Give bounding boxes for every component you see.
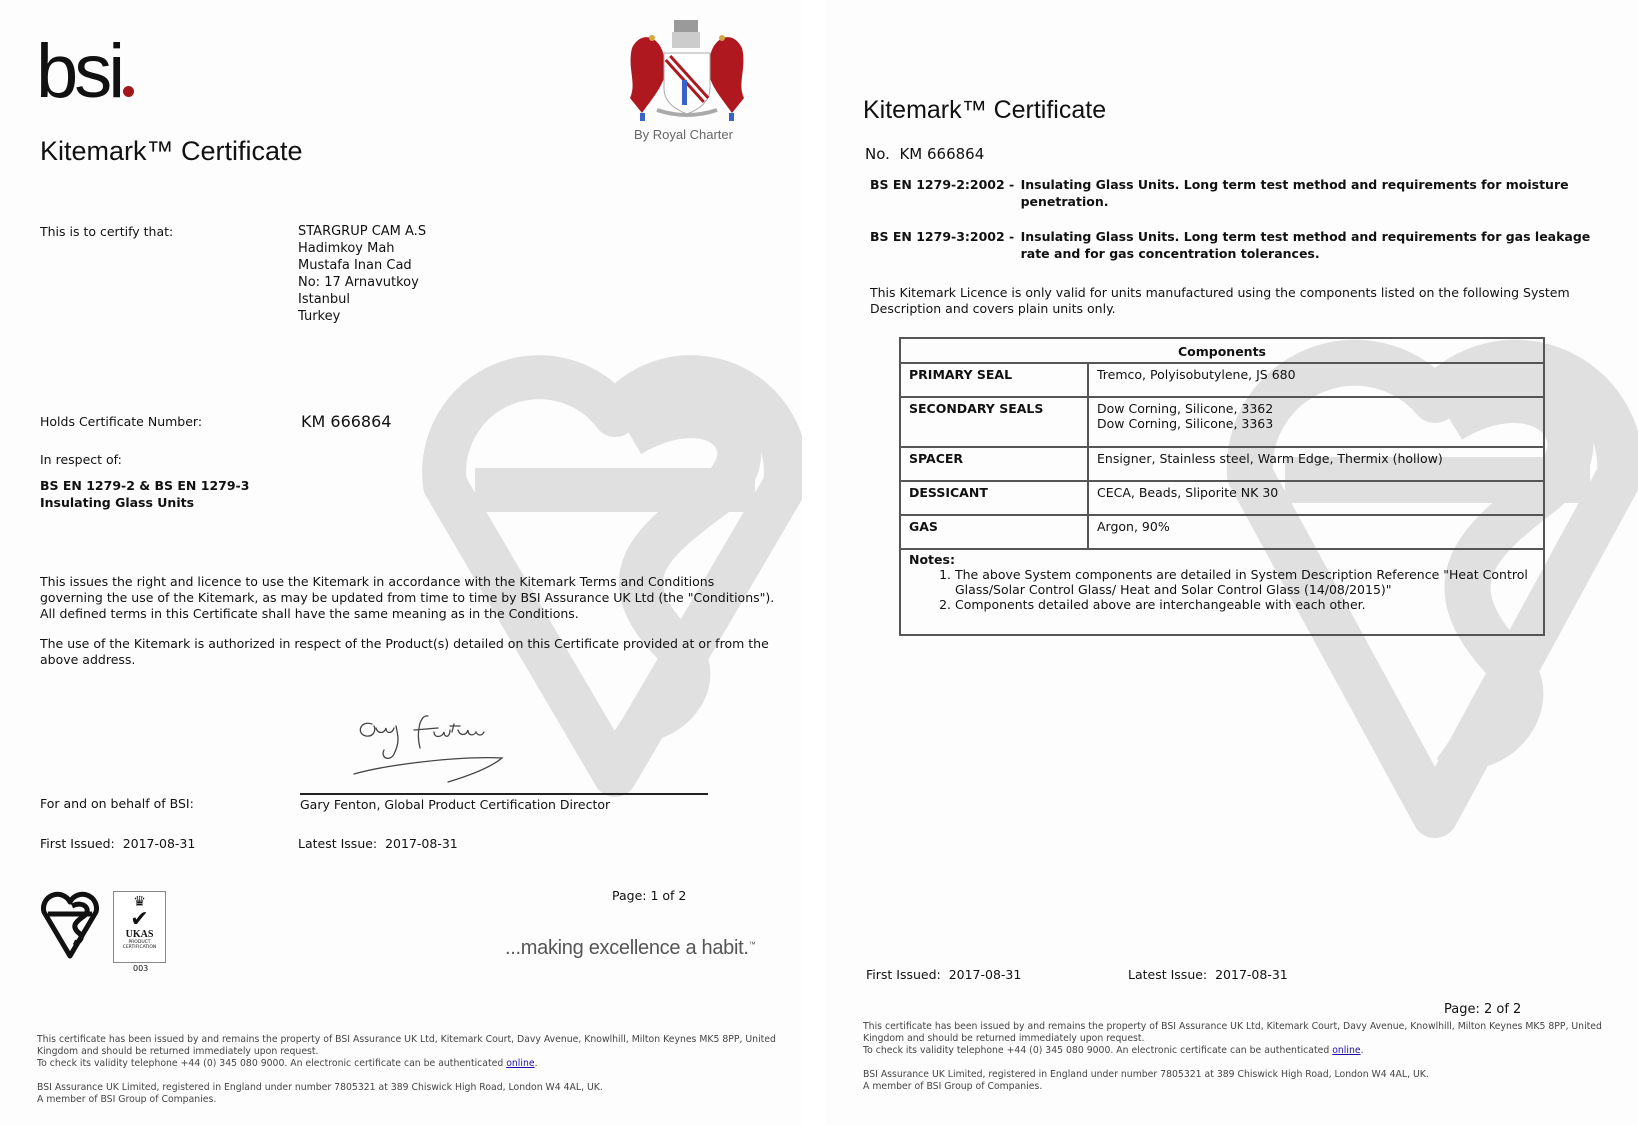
- component-key: PRIMARY SEAL: [900, 363, 1088, 397]
- holder-address: [298, 223, 426, 325]
- address-line: Mustafa Inan Cad: [298, 258, 412, 273]
- component-value: CECA, Beads, Sliporite NK 30: [1088, 481, 1544, 515]
- tagline-text: ...making excellence a habit.: [505, 937, 749, 959]
- paragraph-line: The use of the Kitemark is authorized in respect of the Product(s) detailed on this Certificate provided at or from the: [40, 636, 769, 651]
- component-key: SPACER: [900, 447, 1088, 481]
- online-link[interactable]: online: [1332, 1045, 1361, 1056]
- standard-code: BS EN 1279-3:2002 -: [870, 229, 1015, 244]
- first-issued: First Issued: 2017-08-31: [866, 967, 1022, 982]
- footer-line: Kingdom and should be returned immediately upon request.: [37, 1046, 319, 1057]
- royal-charter-label: By Royal Charter: [634, 127, 733, 142]
- cert-number: KM 666864: [301, 412, 392, 431]
- footer-line: This certificate has been issued by and remains the property of BSI Assurance UK Ltd, Kitemark Court, Davy Avenue, Knowlhill, Milton Keynes MK5 8PP, United: [863, 1021, 1602, 1032]
- address-line: Hadimkoy Mah: [298, 241, 395, 256]
- footer-legal: [863, 1021, 1602, 1093]
- component-key: SECONDARY SEALS: [900, 397, 1088, 447]
- standard-text: rate and for gas concentration tolerances.: [1020, 246, 1320, 261]
- respect-standards: [40, 478, 249, 511]
- standard-code: BS EN 1279-2:2002 -: [870, 177, 1015, 192]
- paragraph-line: governing the use of the Kitemark, as may be updated from time to time by BSI Assurance UK Ltd (the "Conditions").: [40, 590, 775, 605]
- footer-line: A member of BSI Group of Companies.: [863, 1081, 1043, 1092]
- standard-1: [870, 176, 1569, 210]
- page-title: Kitemark™ Certificate: [40, 136, 303, 166]
- signature: [350, 712, 520, 792]
- ukas-text: UKAS: [125, 929, 154, 940]
- paragraph-line: Description and covers plain units only.: [870, 301, 1116, 316]
- respect-label: In respect of:: [40, 452, 122, 467]
- address-line: Turkey: [298, 309, 341, 324]
- signature-line: [300, 793, 708, 795]
- footer-line: [37, 1058, 776, 1070]
- online-link[interactable]: online: [506, 1058, 535, 1069]
- address-line: No: 17 Arnavutkoy: [298, 275, 419, 290]
- note-item: 2. Components detailed above are interchangeable with each other.: [955, 597, 1535, 612]
- footer-line: [863, 1045, 1602, 1057]
- latest-issue: Latest Issue: 2017-08-31: [1128, 967, 1288, 982]
- coat-of-arms-icon: [622, 18, 752, 123]
- component-key: DESSICANT: [900, 481, 1088, 515]
- notes-label: Notes:: [909, 552, 955, 567]
- standard-text: penetration.: [1020, 194, 1109, 209]
- table-notes-row: [900, 549, 1544, 635]
- footer-text: To check its validity telephone +44 (0) 345 080 9000. An electronic certificate can be authenticated: [37, 1058, 507, 1069]
- first-issued: First Issued: 2017-08-31: [40, 836, 196, 851]
- ukas-sub: CERTIFICATION: [122, 945, 157, 950]
- table-row: [900, 397, 1544, 447]
- ukas-sub: PRODUCT: [128, 940, 151, 945]
- table-row: [900, 481, 1544, 515]
- component-key: GAS: [900, 515, 1088, 549]
- footer-line: BSI Assurance UK Limited, registered in England under number 7805321 at 389 Chiswick High Road, London W4 4AL, UK.: [37, 1082, 603, 1093]
- page-number: Page: 2 of 2: [1444, 1002, 1522, 1017]
- authorization-paragraph: [40, 636, 769, 668]
- paragraph-line: This issues the right and licence to use the Kitemark in accordance with the Kitemark Terms and Conditions: [40, 574, 715, 589]
- paragraph-line: above address.: [40, 652, 136, 667]
- footer-line: A member of BSI Group of Companies.: [37, 1094, 217, 1105]
- paragraph-line: All defined terms in this Certificate shall have the same meaning as in the Conditions.: [40, 606, 579, 621]
- kitemark-logo-icon: [40, 890, 100, 960]
- footer-legal: [37, 1034, 776, 1106]
- tagline-tm: ™: [748, 941, 756, 949]
- licence-note: [870, 285, 1570, 317]
- footer-line: This certificate has been issued by and remains the property of BSI Assurance UK Ltd, Kitemark Court, Davy Avenue, Knowlhill, Milton Keynes MK5 8PP, United: [37, 1034, 776, 1045]
- latest-issue: Latest Issue: 2017-08-31: [298, 836, 458, 851]
- table-row: [900, 447, 1544, 481]
- table-header: Components: [900, 338, 1544, 363]
- certificate-page-1: [0, 0, 802, 1125]
- bsi-logo: bsi: [36, 32, 134, 112]
- component-value: [1088, 397, 1544, 447]
- components-table: [899, 337, 1545, 636]
- footer-text: .: [1360, 1045, 1364, 1056]
- behalf-label: For and on behalf of BSI:: [40, 796, 194, 811]
- ukas-logo: [113, 891, 166, 963]
- page-title: Kitemark™ Certificate: [863, 96, 1107, 124]
- component-value: Argon, 90%: [1088, 515, 1544, 549]
- cert-number-label: Holds Certificate Number:: [40, 414, 203, 429]
- signatory-name: Gary Fenton, Global Product Certification Director: [300, 797, 611, 812]
- address-line: STARGRUP CAM A.S: [298, 224, 427, 239]
- certificate-page-2: [825, 0, 1638, 1125]
- address-line: Istanbul: [298, 292, 351, 307]
- footer-text: To check its validity telephone +44 (0) 345 080 9000. An electronic certificate can be authenticated: [863, 1045, 1333, 1056]
- standard-text: Insulating Glass Units. Long term test method and requirements for moisture: [1020, 177, 1569, 192]
- component-value: Ensigner, Stainless steel, Warm Edge, Thermix (hollow): [1088, 447, 1544, 481]
- component-value-line: Dow Corning, Silicone, 3362: [1097, 401, 1274, 416]
- component-value-line: Dow Corning, Silicone, 3363: [1097, 416, 1274, 431]
- bsi-logo-dot: [123, 86, 134, 97]
- footer-line: Kingdom and should be returned immediately upon request.: [863, 1033, 1145, 1044]
- respect-line: BS EN 1279-2 & BS EN 1279-3: [40, 478, 250, 493]
- ukas-number: 003: [133, 964, 149, 973]
- notes-list: [909, 567, 1535, 612]
- standard-2: [870, 228, 1590, 262]
- table-row: [900, 363, 1544, 397]
- respect-line: Insulating Glass Units: [40, 494, 195, 510]
- licence-paragraph: [40, 574, 774, 622]
- check-icon: ✔: [130, 907, 149, 932]
- tagline: [505, 937, 755, 960]
- component-value: Tremco, Polyisobutylene, JS 680: [1088, 363, 1544, 397]
- table-row: [900, 515, 1544, 549]
- certify-label: This is to certify that:: [40, 224, 174, 239]
- notes-cell: [900, 549, 1544, 635]
- standard-text: Insulating Glass Units. Long term test method and requirements for gas leakage: [1020, 229, 1591, 244]
- crown-icon: ♛: [133, 894, 146, 910]
- paragraph-line: This Kitemark Licence is only valid for units manufactured using the components listed on the following System: [870, 285, 1570, 300]
- footer-line: BSI Assurance UK Limited, registered in England under number 7805321 at 389 Chiswick High Road, London W4 4AL, UK.: [863, 1069, 1429, 1080]
- cert-number: No. KM 666864: [865, 145, 985, 163]
- footer-text: .: [534, 1058, 538, 1069]
- page-number: Page: 1 of 2: [612, 888, 687, 903]
- note-item: 1. The above System components are detailed in System Description Reference "Heat Control Glass/Solar Control Glass/ Heat and Solar Control Glass (14/08/2015)": [955, 567, 1535, 597]
